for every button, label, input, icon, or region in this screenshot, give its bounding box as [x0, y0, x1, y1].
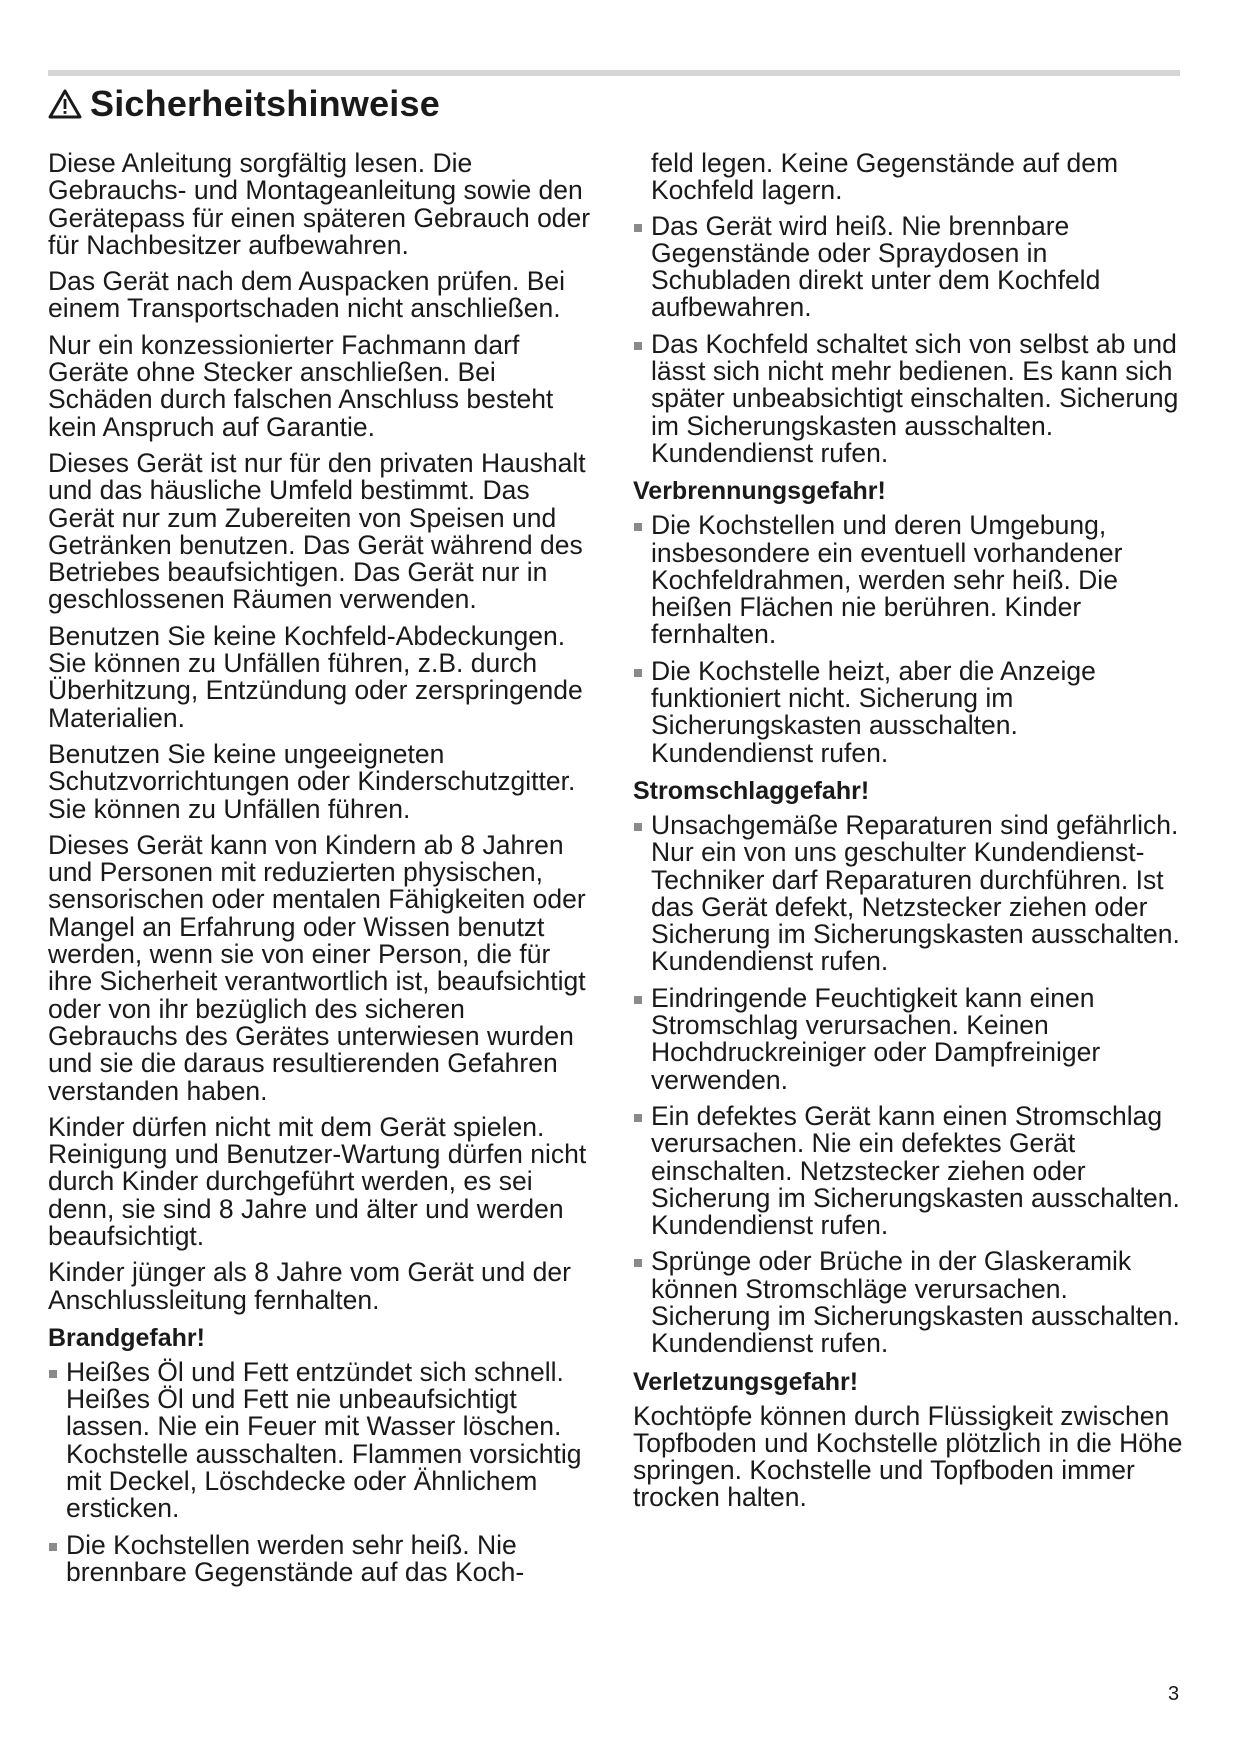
bullet-square-icon	[634, 669, 642, 677]
injury-hazard-heading: Verletzungsgefahr!	[633, 1367, 859, 1396]
paragraph: Benutzen Sie keine Kochfeld-Abdeckungen. Sie können zu Unfällen führen, z.B. durch Überhitzung, Entzündung oder zerspringende Materialien.	[48, 620, 583, 733]
bullet-square-icon	[634, 1114, 642, 1122]
paragraph: Dieses Gerät kann von Kindern ab 8 Jahren und Personen mit reduzierten physischen, sensorischen oder mentalen Fähigkeiten oder Mangel an Erfahrung oder Wissen benutzt werden, wenn sie von einer Person, die für ihre Sicherheit verantwortlich ist, beaufsichtigt oder von ihr bezüglich des sicheren Gebrauchs des Gerätes unterwiesen wurden und sie die daraus resultierenden Gefahren verstanden haben.	[48, 829, 586, 1106]
list-item	[633, 210, 1185, 323]
bullet-square-icon	[49, 1370, 57, 1378]
list-item-text: Sprünge oder Brüche in der Glaskeramik können Stromschläge verursachen. Sicherung im Sicherungskasten ausschalten. Kundendienst rufen.	[651, 1246, 1180, 1359]
paragraph: Kinder jünger als 8 Jahre vom Gerät und der Anschlussleitung fernhalten.	[48, 1257, 571, 1315]
list-item-text: Unsachgemäße Reparaturen sind gefährlich. Nur ein von uns geschulter Kundendienst-Techniker darf Reparaturen durchführen. Ist das Gerät defekt, Netzstecker ziehen oder Sicherung im Sicherungskasten ausschalten. Kundendienst rufen.	[651, 809, 1180, 977]
paragraph: Kochtöpfe können durch Flüssigkeit zwischen Topfboden und Kochstelle plötzlich in die Höhe springen. Kochstelle und Topfboden immer trocken halten.	[633, 1400, 1183, 1513]
list-item	[633, 328, 1185, 468]
paragraph: Dieses Gerät ist nur für den privaten Haushalt und das häusliche Umfeld bestimmt. Das Gerät nur zum Zubereiten von Speisen und Getränken benutzen. Das Gerät während des Betriebes beaufsichtigen. Das Gerät nur in geschlossenen Räumen verwenden.	[48, 447, 586, 615]
list-item-text: Die Kochstellen werden sehr heiß. Nie brennbare Gegenstände auf das Koch-	[66, 1529, 525, 1587]
list-item	[633, 512, 1185, 648]
warning-triangle-icon	[48, 88, 82, 120]
section-title	[48, 82, 440, 126]
list-item-text: Die Kochstellen und deren Umgebung, insbesondere ein eventuell vorhandener Kochfeldrahmen, werden sehr heiß. Die heißen Flächen nie berühren. Kinder fernhalten.	[651, 510, 1123, 650]
paragraph: Benutzen Sie keine ungeeigneten Schutzvorrichtungen oder Kinderschutzgitter. Sie können zu Unfällen führen.	[48, 738, 576, 824]
bullet-square-icon	[634, 523, 642, 531]
page-number: 3	[1168, 1683, 1180, 1705]
electric-shock-heading: Stromschlaggefahr!	[633, 776, 870, 805]
list-item	[633, 982, 1185, 1095]
list-item	[48, 1356, 600, 1524]
page-title: Sicherheitshinweise	[90, 83, 440, 124]
top-rule	[48, 70, 1180, 76]
list-item	[633, 1100, 1185, 1241]
bullet-square-icon	[634, 342, 642, 350]
paragraph: Diese Anleitung sorgfältig lesen. Die Gebrauchs- und Montageanleitung sowie den Gerätepass für einen späteren Gebrauch oder für Nachbesitzer aufbewahren.	[48, 148, 591, 260]
list-item	[48, 1529, 600, 1587]
list-item-text: Heißes Öl und Fett entzündet sich schnell. Heißes Öl und Fett nie unbeaufsichtigt lassen. Nie ein Feuer mit Wasser löschen. Kochstelle ausschalten. Flammen vorsichtig mit Deckel, Löschdecke oder Ähnlichem ersticken.	[66, 1356, 582, 1524]
paragraph: Kinder dürfen nicht mit dem Gerät spielen. Reinigung und Benutzer-Wartung dürfen nicht durch Kinder durchgeführt werden, es sei denn, sie sind 8 Jahre und älter und werden beaufsichtigt.	[48, 1111, 587, 1251]
fire-hazard-heading: Brandgefahr!	[48, 1323, 205, 1352]
bullet-square-icon	[49, 1543, 57, 1551]
list-item	[633, 809, 1185, 977]
paragraph: Nur ein konzessionierter Fachmann darf Geräte ohne Stecker anschließen. Bei Schäden durch falschen Anschluss besteht kein Anspruch auf Garantie.	[48, 329, 554, 442]
list-item-text: Die Kochstelle heizt, aber die Anzeige funktioniert nicht. Sicherung im Sicherungskasten ausschalten. Kundendienst rufen.	[651, 655, 1096, 768]
bullet-square-icon	[634, 224, 642, 232]
left-column	[48, 150, 600, 1595]
list-item	[633, 655, 1185, 768]
right-column	[633, 150, 1185, 1521]
list-item-text: Ein defektes Gerät kann einen Stromschlag verursachen. Nie ein defektes Gerät einschalten. Netzstecker ziehen oder Sicherung im Sicherungskasten ausschalten. Kundendienst rufen.	[651, 1100, 1180, 1241]
list-item-text: Das Gerät wird heiß. Nie brennbare Gegenstände oder Spraydosen in Schubladen direkt unter dem Kochfeld aufbewahren.	[651, 210, 1101, 323]
list-item-text: Das Kochfeld schaltet sich von selbst ab und lässt sich nicht mehr bedienen. Es kann sich später unbeabsichtigt einschalten. Sicherung im Sicherungskasten ausschalten. Kundendienst rufen.	[651, 328, 1179, 468]
bullet-square-icon	[634, 1259, 642, 1267]
list-item-continuation: feld legen. Keine Gegenstände auf dem Kochfeld lagern.	[651, 148, 1119, 206]
bullet-square-icon	[634, 996, 642, 1004]
list-item	[633, 1248, 1185, 1357]
burn-hazard-heading: Verbrennungsgefahr!	[633, 477, 886, 506]
list-item-text: Eindringende Feuchtigkeit kann einen Stromschlag verursachen. Keinen Hochdruckreiniger oder Dampfreiniger verwenden.	[651, 982, 1101, 1095]
paragraph: Das Gerät nach dem Auspacken prüfen. Bei einem Transportschaden nicht anschließen.	[48, 266, 566, 324]
bullet-square-icon	[634, 823, 642, 831]
